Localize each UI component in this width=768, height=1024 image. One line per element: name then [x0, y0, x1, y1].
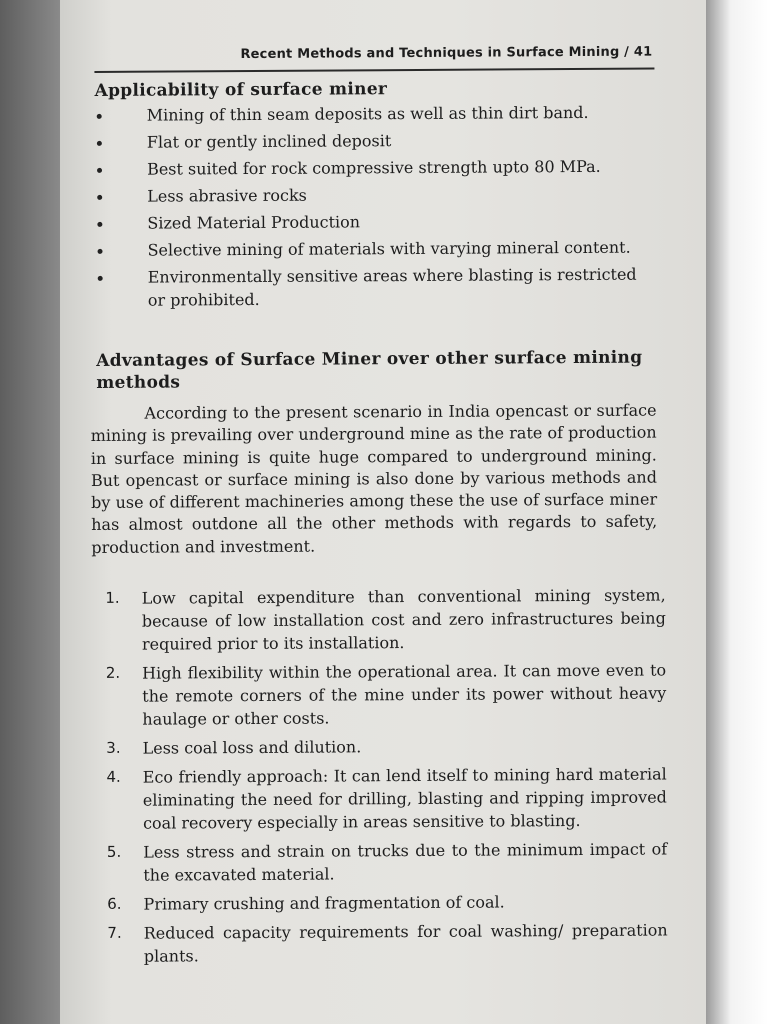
bullet-icon [97, 168, 102, 173]
item-text: Less coal loss and dilution. [142, 737, 362, 758]
item-text: Primary crushing and fragmentation of coal. [143, 892, 505, 914]
bullet-icon [98, 249, 103, 254]
item-number: 3. [106, 738, 121, 757]
item-text: High flexibility within the operational area. It can move even to the remote corners of the mine under its power without heavy haulage or other costs. [142, 660, 667, 729]
item-text: Reduced capacity requirements for coal washing/ preparation plants. [143, 920, 668, 966]
running-header: Recent Methods and Techniques in Surface Mining / 41 [240, 44, 653, 63]
bullet-icon [97, 195, 102, 200]
list-item [90, 658, 666, 731]
item-number: 5. [106, 842, 122, 861]
list-item: Best suited for rock compressive strength upto 80 MPa. [87, 155, 657, 181]
header-rule [94, 68, 654, 73]
bullet-icon [97, 222, 102, 227]
list-item: Selective mining of materials with varying mineral content. [87, 236, 657, 262]
background-right [706, 0, 768, 1024]
list-item [91, 889, 667, 916]
bullet-icon [97, 114, 102, 119]
list-item: Mining of thin seam deposits as well as thin dirt band. [87, 101, 657, 127]
list-item [91, 762, 667, 835]
item-text: Low capital expenditure than conventional mining system, because of low installation cost and zero infrastructures being required prior to its installation. [141, 585, 666, 654]
list-item: Sized Material Production [87, 209, 657, 235]
list-item [91, 733, 667, 760]
item-number: 7. [107, 923, 122, 942]
item-number: 4. [106, 767, 121, 786]
list-item: Flat or gently inclined deposit [87, 128, 657, 154]
list-item [92, 918, 668, 968]
item-text: Less stress and strain on trucks due to the minimum impact of the excavated material. [143, 839, 668, 885]
section-heading-advantages: Advantages of Surface Miner over other surface mining methods [96, 347, 643, 393]
background-left [0, 0, 60, 1024]
list-item: Less abrasive rocks [87, 182, 657, 208]
list-item [91, 837, 667, 887]
item-number: 2. [105, 663, 121, 682]
item-text: Eco friendly approach: It can lend itself to mining hard material eliminating the need for drilling, blasting and ripping improved coal recovery especially in areas sensitive to blasting. [142, 764, 667, 833]
advantages-list [90, 583, 668, 974]
section-heading-applicability: Applicability of surface miner [94, 79, 388, 101]
bullet-icon [97, 141, 102, 146]
item-number: 1. [105, 588, 120, 607]
item-number: 6. [107, 894, 122, 913]
book-page [60, 0, 706, 1024]
applicability-list [87, 101, 658, 316]
list-item: Environmentally sensitive areas where blasting is restricted or prohibited. [88, 263, 658, 312]
body-paragraph: According to the present scenario in India opencast or surface mining is prevailing over underground mine as the rate of production in surface mining is quite huge compared to underground mining. But opencast or surface mining is also done by various methods and by use of different machineries among these the use of surface miner has almost outdone all the other methods with regards to safety, production and investment. [90, 400, 658, 557]
list-item [90, 583, 666, 656]
bullet-icon [98, 276, 103, 281]
